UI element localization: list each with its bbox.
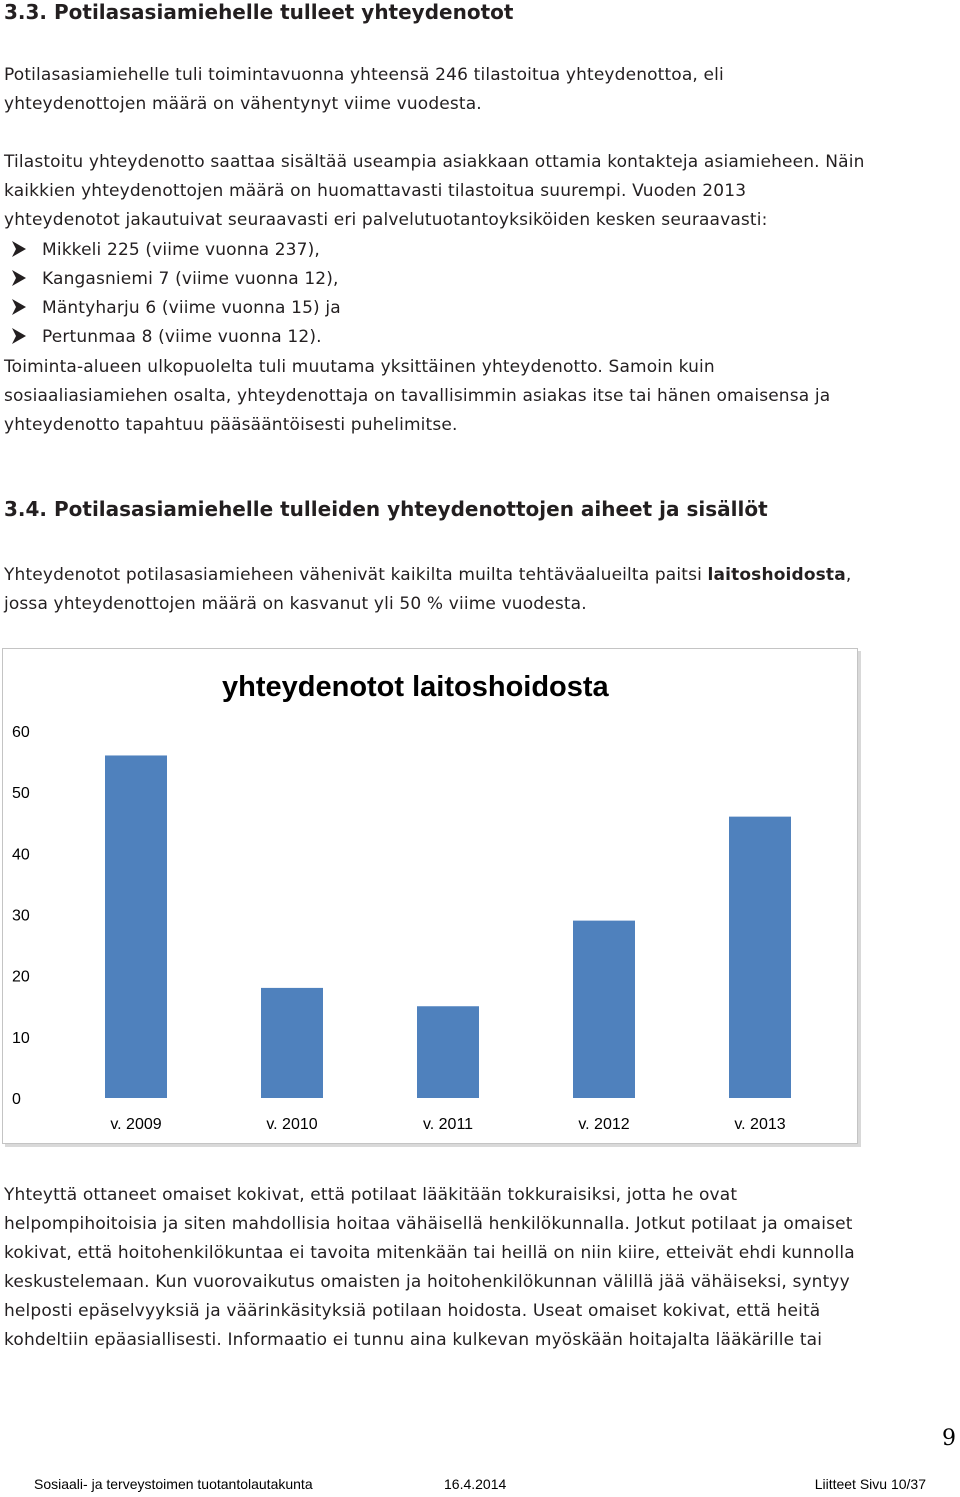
bullet-text: Mikkeli 225 (viime vuonna 237), bbox=[42, 240, 320, 260]
footer-date: 16.4.2014 bbox=[444, 1476, 507, 1492]
paragraph-line: kohdeltiin epäasiallisesti. Informaatio ei tunnu aina kulkevan myöskään hoitajalta lääkärille tai bbox=[4, 1330, 823, 1350]
paragraph-line: Tilastoitu yhteydenotto saattaa sisältää useampia asiakkaan ottamia kontakteja asiamieheen. Näin bbox=[4, 152, 865, 172]
x-category-label: v. 2012 bbox=[578, 1116, 630, 1133]
arrow-bullet-icon bbox=[12, 299, 26, 315]
bullet-item bbox=[12, 326, 322, 348]
arrow-bullet-icon bbox=[12, 328, 26, 344]
bullet-item bbox=[12, 268, 339, 290]
paragraph-line: Yhteyttä ottaneet omaiset kokivat, että potilaat lääkitään tokkuraisiksi, jotta he ovat bbox=[4, 1185, 738, 1205]
bold-keyword: laitoshoidosta bbox=[707, 565, 846, 585]
section-3-3-heading: 3.3. Potilasasiamiehelle tulleet yhteydenotot bbox=[4, 0, 514, 24]
bar bbox=[417, 1006, 479, 1098]
x-category-label: v. 2009 bbox=[110, 1116, 162, 1133]
paragraph-line: yhteydenotto tapahtuu pääsääntöisesti puhelimitse. bbox=[4, 415, 458, 435]
bullet-item bbox=[12, 239, 320, 261]
arrow-bullet-icon bbox=[12, 241, 26, 257]
bullet-text: Kangasniemi 7 (viime vuonna 12), bbox=[42, 269, 339, 289]
paragraph-line bbox=[4, 564, 851, 586]
bar bbox=[261, 988, 323, 1098]
paragraph-line: sosiaaliasiamiehen osalta, yhteydenottaja on tavallisimmin asiakas itse tai hänen omaisensa ja bbox=[4, 386, 831, 406]
paragraph-line: Potilasasiamiehelle tuli toimintavuonna yhteensä 246 tilastoitua yhteydenottoa, eli bbox=[4, 65, 724, 85]
chart-title: yhteydenotot laitoshoidosta bbox=[222, 671, 609, 703]
bar-chart bbox=[2, 648, 858, 1144]
bar bbox=[105, 755, 167, 1098]
paragraph-line: kokivat, että hoitohenkilökuntaa ei tavoita mitenkään tai heillä on niin kiire, etteivät ehdi kunnolla bbox=[4, 1243, 855, 1263]
bar bbox=[573, 921, 635, 1098]
y-tick-label: 0 bbox=[12, 1091, 21, 1108]
y-tick-label: 40 bbox=[12, 846, 30, 864]
section-3-4-heading: 3.4. Potilasasiamiehelle tulleiden yhteydenottojen aiheet ja sisällöt bbox=[4, 497, 768, 521]
paragraph-line: yhteydenotot jakautuivat seuraavasti eri palvelutuotantoyksiköiden kesken seuraavasti: bbox=[4, 210, 768, 230]
bullet-text: Pertunmaa 8 (viime vuonna 12). bbox=[42, 327, 322, 347]
y-tick-label: 20 bbox=[12, 968, 30, 986]
y-tick-label: 10 bbox=[12, 1029, 30, 1047]
y-tick-label: 60 bbox=[12, 724, 30, 741]
paragraph-line: Toiminta-alueen ulkopuolelta tuli muutama yksittäinen yhteydenotto. Samoin kuin bbox=[4, 357, 715, 377]
paragraph-line: kaikkien yhteydenottojen määrä on huomattavasti tilastoitua suurempi. Vuoden 2013 bbox=[4, 181, 747, 201]
text-run: , bbox=[845, 565, 852, 585]
y-tick-label: 30 bbox=[12, 907, 30, 925]
y-tick-label: 50 bbox=[12, 785, 30, 803]
bar bbox=[729, 817, 791, 1098]
bullet-text: Mäntyharju 6 (viime vuonna 15) ja bbox=[42, 298, 341, 318]
paragraph-line: yhteydenottojen määrä on vähentynyt viime vuodesta. bbox=[4, 94, 482, 114]
paragraph-line: jossa yhteydenottojen määrä on kasvanut yli 50 % viime vuodesta. bbox=[4, 594, 587, 614]
text-run: Yhteydenotot potilasasiamieheen vähenivät kaikilta muilta tehtäväalueilta paitsi bbox=[4, 565, 708, 585]
bullet-item bbox=[12, 297, 341, 319]
page-number: 9 bbox=[942, 1426, 956, 1451]
footer-left: Sosiaali- ja terveystoimen tuotantolautakunta bbox=[34, 1476, 313, 1492]
paragraph-line: keskustelemaan. Kun vuorovaikutus omaisten ja hoitohenkilökunnan välillä jää vähäiseksi, syntyy bbox=[4, 1272, 850, 1292]
paragraph-line: helposti epäselvyyksiä ja väärinkäsityksiä potilaan hoidosta. Useat omaiset kokivat, että heitä bbox=[4, 1301, 821, 1321]
footer-right: Liitteet Sivu 10/37 bbox=[814, 1476, 926, 1492]
arrow-bullet-icon bbox=[12, 270, 26, 286]
x-category-label: v. 2011 bbox=[422, 1116, 474, 1133]
x-category-label: v. 2013 bbox=[734, 1116, 786, 1133]
paragraph-line: helpompihoitoisia ja siten mahdollisia hoitaa vähäisellä henkilökunnalla. Jotkut potilaat ja omaiset bbox=[4, 1214, 853, 1234]
x-category-label: v. 2010 bbox=[266, 1116, 318, 1133]
